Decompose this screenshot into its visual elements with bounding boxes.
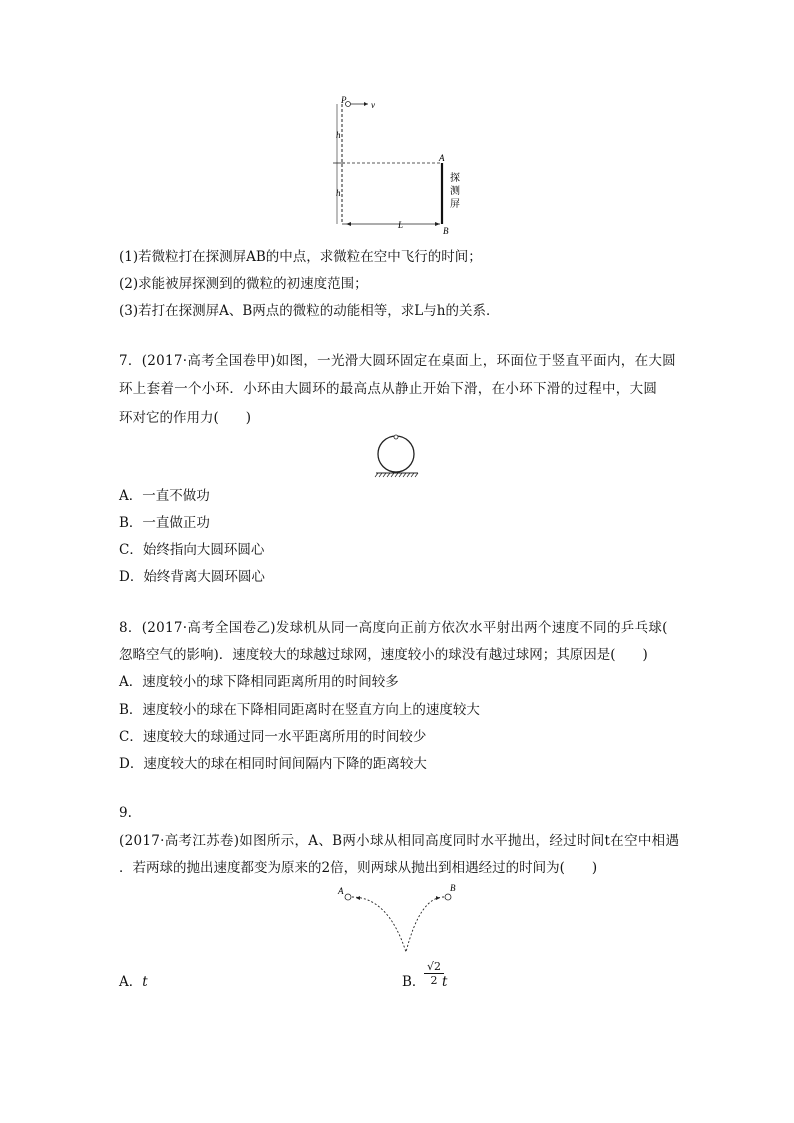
trajectory-b xyxy=(406,897,444,952)
q9-number: 9. xyxy=(119,805,132,821)
q7-stem-line-1: 7．(2017·高考全国卷甲)如图，一光滑大圆环固定在桌面上，环面位于竖直平面内，在大圆 xyxy=(119,353,676,369)
q8-stem-line-1: 8．(2017·高考全国卷乙)发球机从同一高度向正前方依次水平射出两个速度不同的乒乓球( xyxy=(119,620,668,636)
q9-option-b-fraction xyxy=(424,960,444,987)
q9-option-b-numerator: √2 xyxy=(424,960,444,974)
q7-option-d: D．始终背离大圆环圆心 xyxy=(119,569,265,585)
q8-option-c: C．速度较大的球通过同一水平距离所用的时间较少 xyxy=(119,729,427,745)
q8-option-b: B．速度较小的球在下降相同距离时在竖直方向上的速度较大 xyxy=(119,702,480,718)
q9-option-b-denominator: 2 xyxy=(430,974,438,987)
q9-option-a xyxy=(119,972,148,992)
q6-part-2: (2)求能被屏探测到的微粒的初速度范围； xyxy=(119,276,368,292)
q7-stem-line-2: 环上套着一个小环．小环由大圆环的最高点从静止开始下滑，在小环下滑的过程中，大圆 xyxy=(119,381,658,397)
q9-option-a-prefix: A． xyxy=(119,974,143,990)
q8-option-d: D．速度较大的球在相同时间间隔内下降的距离较大 xyxy=(119,756,427,772)
label-a: A xyxy=(439,153,445,163)
q7-option-c: C．始终指向大圆环圆心 xyxy=(119,542,265,558)
screen-label-2: 测 xyxy=(450,186,460,197)
q7-option-b: B．一直做正功 xyxy=(119,515,210,531)
q9-stem-line-2: ．若两球的抛出速度都变为原来的2倍，则两球从抛出到相遇经过的时间为( ) xyxy=(119,860,598,876)
screen-label-1: 探 xyxy=(450,173,460,184)
fig-label-a: A xyxy=(338,886,344,896)
q9-option-b-var: t xyxy=(442,974,448,990)
trajectory-a xyxy=(352,897,406,952)
fig-label-b: B xyxy=(450,883,456,893)
q7-stem-line-3: 环对它的作用力( ) xyxy=(119,410,252,426)
q7-option-a: A．一直不做功 xyxy=(119,488,210,504)
label-h-top: h xyxy=(336,130,341,140)
ball-b xyxy=(445,894,451,900)
label-h-bottom: h xyxy=(336,188,341,198)
label-l: L xyxy=(398,220,404,230)
q9-option-b-prefix: B． xyxy=(402,974,426,990)
q6-part-3: (3)若打在探测屏A、B两点的微粒的动能相等，求L与h的关系． xyxy=(119,303,500,319)
ball-a xyxy=(345,894,351,900)
label-p: P xyxy=(341,95,347,105)
q6-part-1: (1)若微粒打在探测屏AB的中点，求微粒在空中飞行的时间； xyxy=(119,249,482,265)
label-b: B xyxy=(443,226,449,236)
q8-stem-line-2: 忽略空气的影响)．速度较大的球越过球网，速度较小的球没有越过球网；其原因是( ) xyxy=(119,647,648,663)
screen-label-3: 屏 xyxy=(450,199,460,210)
q9-option-a-value: t xyxy=(142,974,148,990)
q9-stem-line-1: (2017·高考江苏卷)如图所示，A、B两小球从相同高度同时水平抛出，经过时间t在空中相遇 xyxy=(119,833,680,849)
label-v: v xyxy=(371,100,375,110)
q8-option-a: A．速度较小的球下降相同距离所用的时间较多 xyxy=(119,674,399,690)
